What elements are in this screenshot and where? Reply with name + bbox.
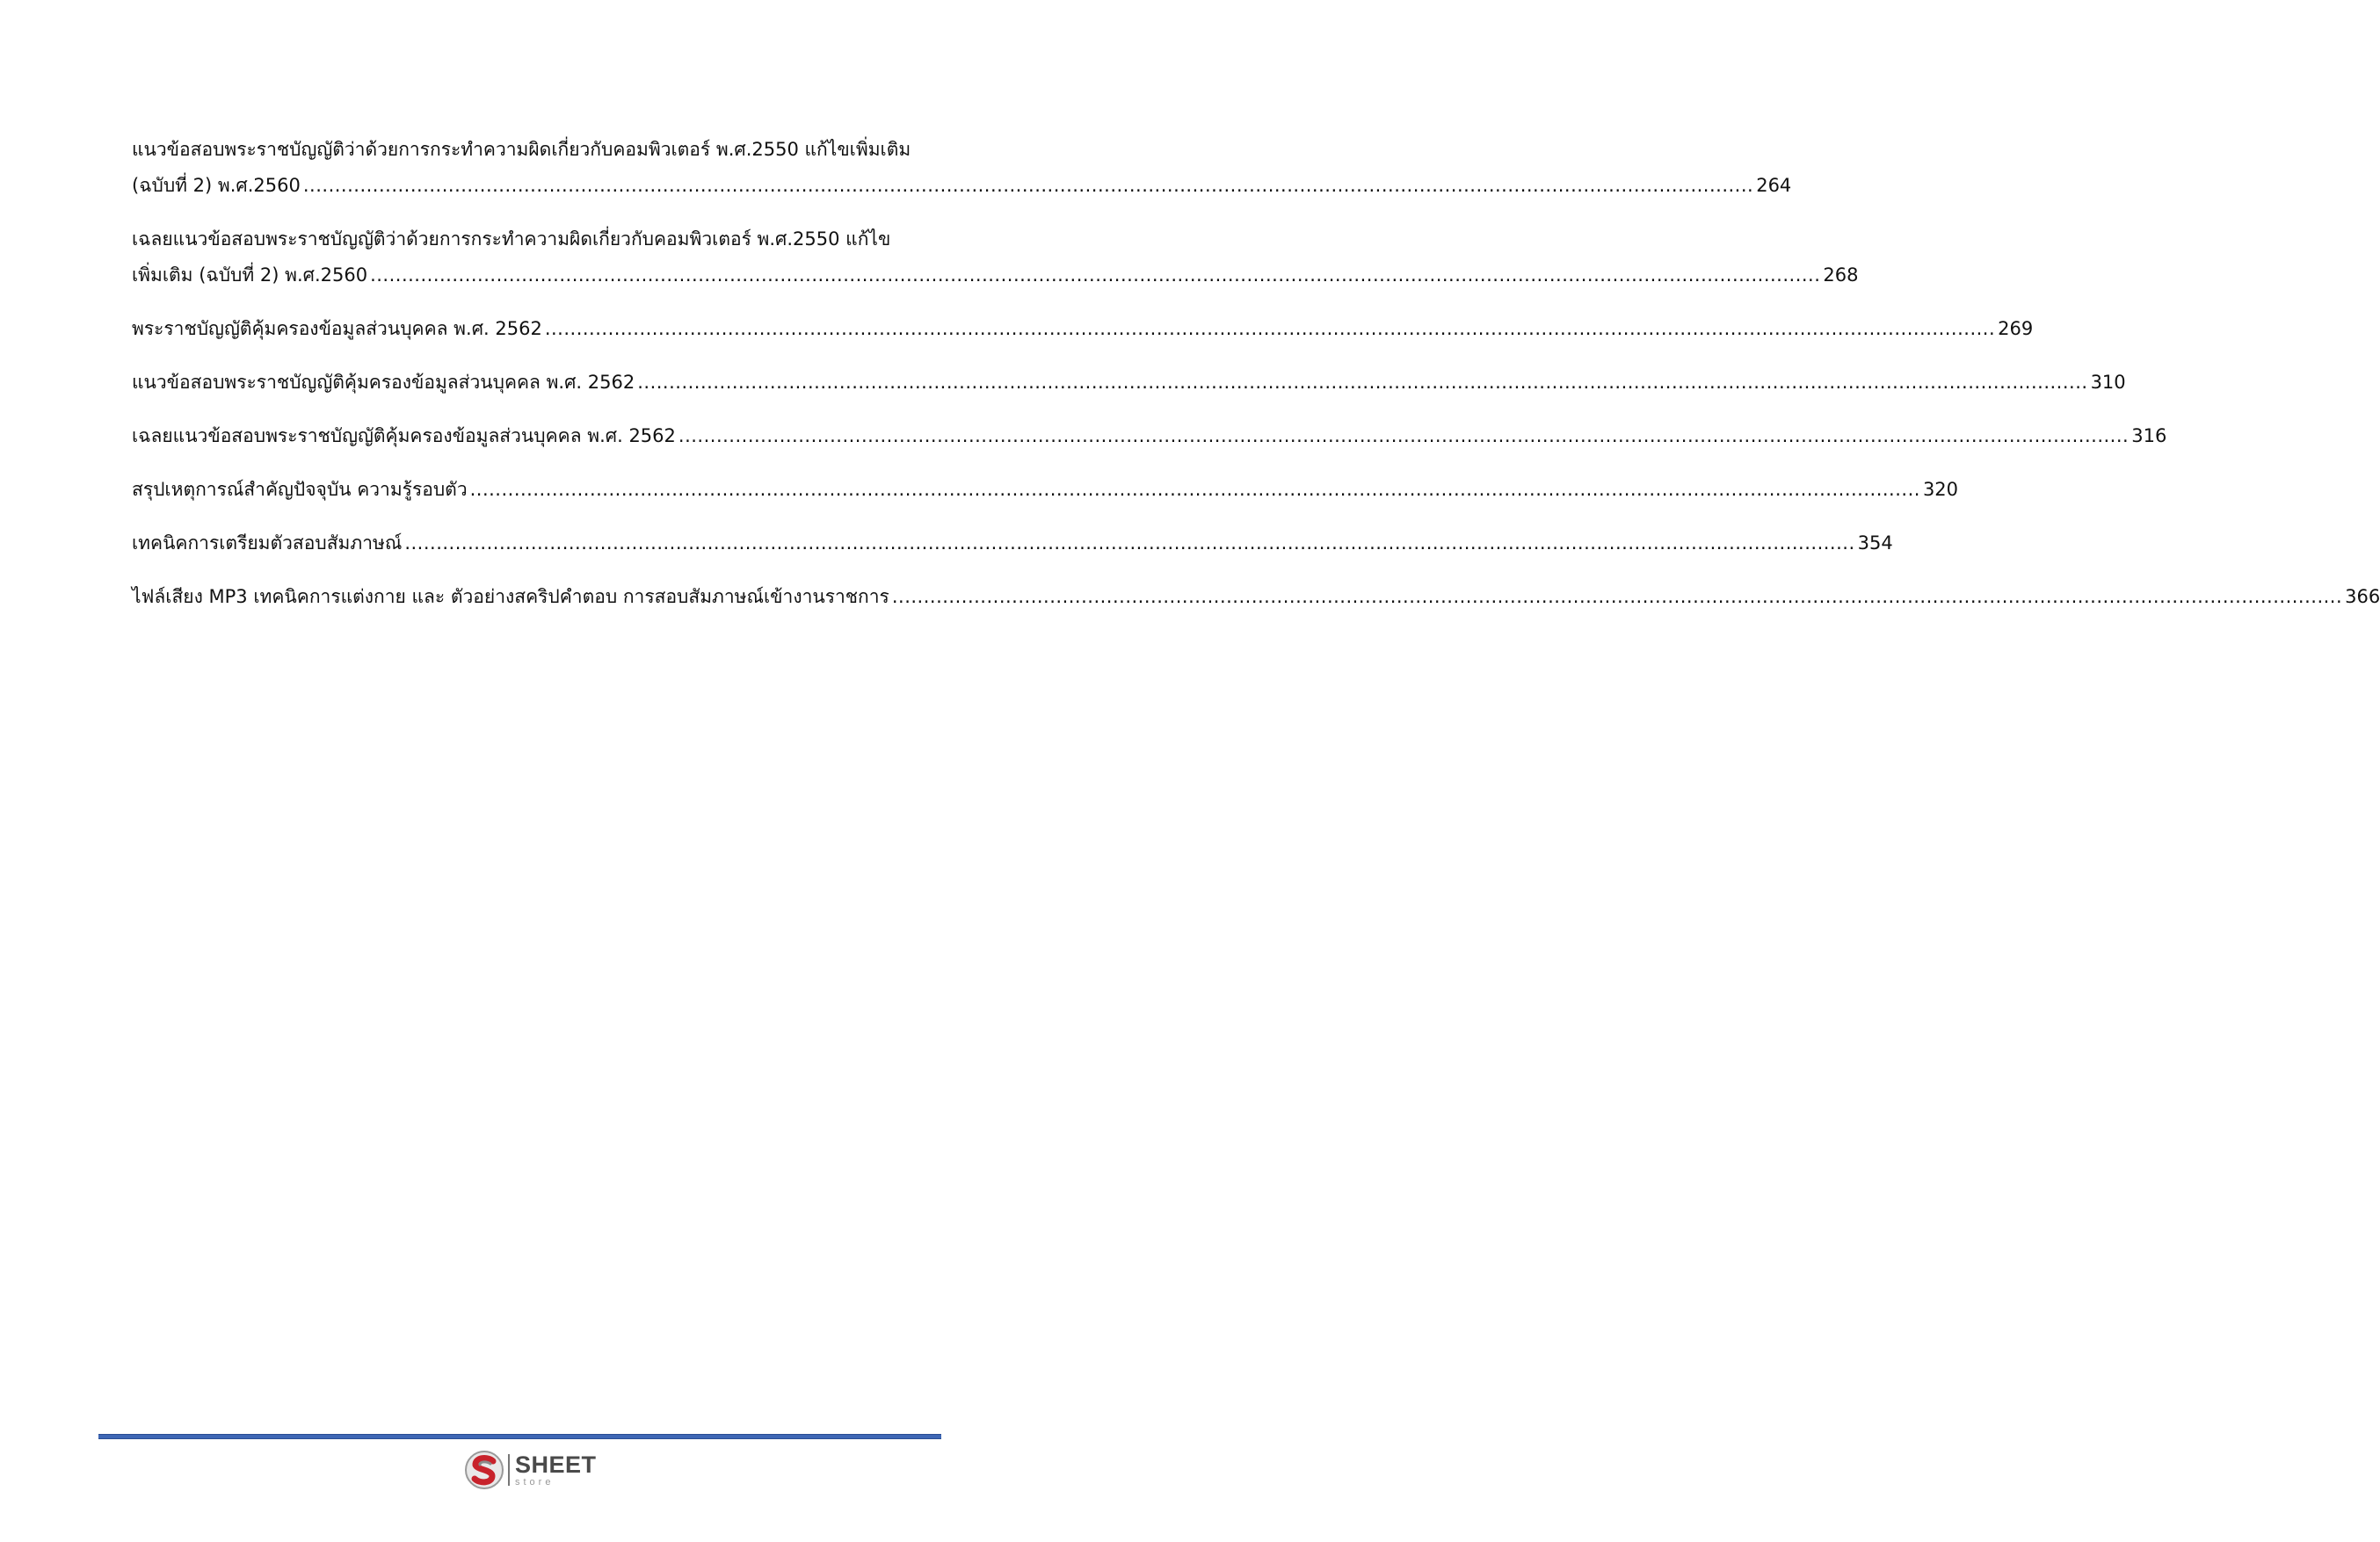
toc-entry-page-number: 268 [1823,264,1859,286]
toc-entry[interactable] [132,311,2034,347]
logo-subword: store [515,1476,555,1488]
toc-entry-leader-line [132,311,2034,347]
toc-entry-title: ไฟล์เสียง MP3 เทคนิคการแต่งกาย และ ตัวอย่างสคริปคำตอบ การสอบสัมภาษณ์เข้างานราชการ [132,586,889,607]
logo-word: SHEET [515,1451,597,1478]
logo-separator [508,1454,510,1486]
dot-leader [892,579,2342,615]
toc-entry-leader-line [132,257,1859,293]
dot-leader [637,365,2087,401]
toc-entry-page-number: 320 [1922,479,1959,500]
toc-entry-page-number: 264 [1756,175,1792,196]
dot-leader [404,525,1854,561]
dot-leader [470,472,1920,508]
toc-entry[interactable] [132,525,1893,561]
sheet-store-logo [464,1450,597,1490]
toc-entry[interactable] [132,418,2167,454]
toc-entry-title: พระราชบัญญัติคุ้มครองข้อมูลส่วนบุคคล พ.ศ. 2562 [132,318,542,339]
table-of-contents [132,132,2380,633]
toc-entry[interactable] [132,221,1859,293]
dot-leader [370,257,1820,293]
dot-leader [678,418,2129,454]
toc-entry-leader-line [132,365,2126,401]
toc-entry-title: เทคนิคการเตรียมตัวสอบสัมภาษณ์ [132,532,403,554]
toc-entry[interactable] [132,579,2380,615]
toc-entry-title: สรุปเหตุการณ์สำคัญปัจจุบัน ความรู้รอบตัว [132,479,468,500]
sheet-store-logo-icon [464,1450,504,1490]
toc-entry-title: แนวข้อสอบพระราชบัญญัติคุ้มครองข้อมูลส่วนบุคคล พ.ศ. 2562 [132,372,635,393]
toc-entry-title: เพิ่มเติม (ฉบับที่ 2) พ.ศ.2560 [132,264,368,286]
toc-entry-page-number: 366 [2345,586,2380,607]
dot-leader [303,168,1753,204]
toc-entry-leader-line [132,579,2380,615]
toc-entry-page-number: 354 [1857,532,1893,554]
toc-entry[interactable] [132,365,2126,401]
toc-entry-page-number: 316 [2131,425,2167,446]
toc-entry-leader-line [132,525,1893,561]
toc-entry-leader-line [132,418,2167,454]
logo-text [515,1453,597,1488]
toc-entry-leader-line [132,472,1959,508]
toc-entry-title-line: เฉลยแนวข้อสอบพระราชบัญญัติว่าด้วยการกระทำความผิดเกี่ยวกับคอมพิวเตอร์ พ.ศ.2550 แก้ไข [132,228,891,250]
toc-entry-title: (ฉบับที่ 2) พ.ศ.2560 [132,175,301,196]
toc-entry-leader-line [132,168,1792,204]
toc-entry-page-number: 310 [2090,372,2126,393]
toc-entry-title: เฉลยแนวข้อสอบพระราชบัญญัติคุ้มครองข้อมูลส่วนบุคคล พ.ศ. 2562 [132,425,676,446]
footer-rule [98,1434,941,1439]
toc-entry-title-line: แนวข้อสอบพระราชบัญญัติว่าด้วยการกระทำความผิดเกี่ยวกับคอมพิวเตอร์ พ.ศ.2550 แก้ไขเพิ่มเติม [132,139,911,160]
dot-leader [545,311,1995,347]
toc-entry[interactable] [132,132,1792,204]
toc-entry[interactable] [132,472,1959,508]
toc-entry-page-number: 269 [1998,318,2034,339]
